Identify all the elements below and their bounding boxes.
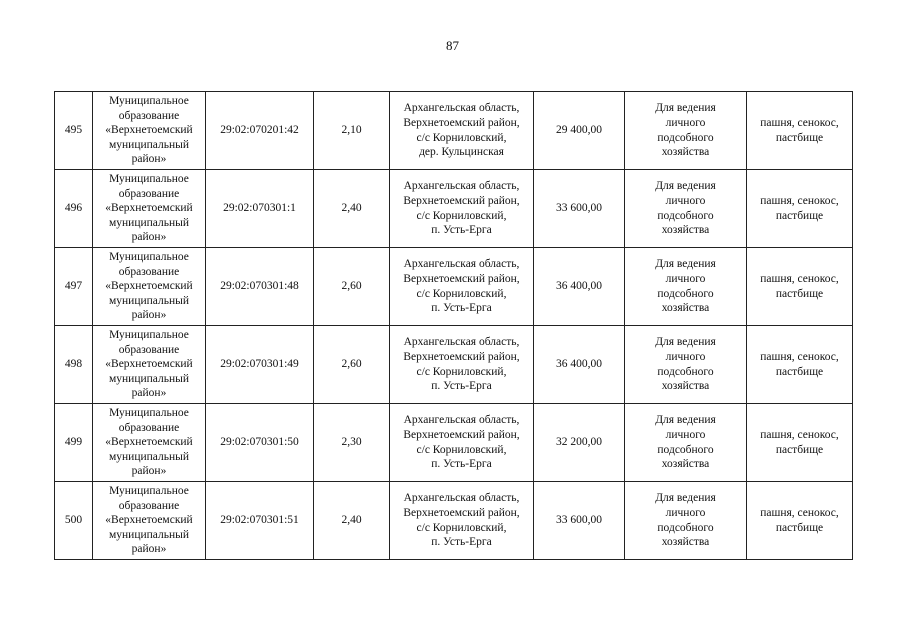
area-cell xyxy=(314,92,390,170)
price-cell xyxy=(534,326,625,404)
owner-line: «Верхнетоемский xyxy=(105,280,193,293)
table-row xyxy=(55,170,853,248)
price-value: 29 400,00 xyxy=(556,124,602,137)
address-line: с/с Корниловский, xyxy=(416,521,507,534)
price-cell xyxy=(534,248,625,326)
owner-line: Муниципальное xyxy=(109,329,189,342)
address-line: Верхнетоемский район, xyxy=(403,506,520,519)
cadastral-cell xyxy=(206,248,314,326)
price-cell xyxy=(534,482,625,560)
owner-line: «Верхнетоемский xyxy=(105,202,193,215)
owner-line: образование xyxy=(118,265,180,278)
address-cell xyxy=(390,326,534,404)
purpose-line: подсобного xyxy=(657,443,714,456)
purpose-line: хозяйства xyxy=(661,536,710,549)
owner-line: район» xyxy=(131,231,167,244)
row-number: 496 xyxy=(64,202,83,215)
address-line: Верхнетоемский район, xyxy=(403,272,520,285)
owner-line: муниципальный xyxy=(108,450,190,463)
address-line: дер. Кульцинская xyxy=(419,146,504,159)
address-line: Верхнетоемский район, xyxy=(403,428,520,441)
cadastral-number: 29:02:070201:42 xyxy=(220,124,299,137)
cadastral-cell xyxy=(206,92,314,170)
cadastral-cell xyxy=(206,170,314,248)
row-number-cell xyxy=(55,92,93,170)
purpose-line: личного xyxy=(665,506,706,519)
address-line: п. Усть-Ерга xyxy=(431,380,492,393)
row-number-cell xyxy=(55,248,93,326)
purpose-line: подсобного xyxy=(657,287,714,300)
owner-line: образование xyxy=(118,187,180,200)
owner-line: образование xyxy=(118,499,180,512)
land-type-cell xyxy=(747,170,853,248)
purpose-line: подсобного xyxy=(657,365,714,378)
owner-line: муниципальный xyxy=(108,138,190,151)
area-value: 2,40 xyxy=(341,202,362,215)
row-number: 497 xyxy=(64,280,83,293)
address-cell xyxy=(390,404,534,482)
table-row xyxy=(55,248,853,326)
land-type-line: пашня, сенокос, xyxy=(760,428,839,441)
price-value: 33 600,00 xyxy=(556,514,602,527)
owner-cell xyxy=(93,482,206,560)
table-row xyxy=(55,326,853,404)
land-type-line: пашня, сенокос, xyxy=(760,194,839,207)
land-type-line: пастбище xyxy=(775,209,824,222)
price-value: 36 400,00 xyxy=(556,358,602,371)
price-cell xyxy=(534,170,625,248)
cadastral-cell xyxy=(206,326,314,404)
table-row xyxy=(55,92,853,170)
address-line: п. Усть-Ерга xyxy=(431,224,492,237)
cadastral-number: 29:02:070301:1 xyxy=(223,202,296,215)
address-line: Архангельская область, xyxy=(403,258,520,271)
address-line: Верхнетоемский район, xyxy=(403,116,520,129)
area-cell xyxy=(314,482,390,560)
land-type-line: пашня, сенокос, xyxy=(760,506,839,519)
owner-line: район» xyxy=(131,387,167,400)
page-number: 87 xyxy=(446,38,459,53)
owner-cell xyxy=(93,326,206,404)
land-type-line: пашня, сенокос, xyxy=(760,116,839,129)
address-cell xyxy=(390,482,534,560)
area-value: 2,10 xyxy=(341,124,362,137)
area-cell xyxy=(314,404,390,482)
cadastral-number: 29:02:070301:49 xyxy=(220,358,299,371)
purpose-line: Для ведения xyxy=(655,414,716,427)
address-line: с/с Корниловский, xyxy=(416,287,507,300)
land-type-line: пастбище xyxy=(775,443,824,456)
address-line: Архангельская область, xyxy=(403,414,520,427)
area-cell xyxy=(314,170,390,248)
owner-line: Муниципальное xyxy=(109,251,189,264)
price-value: 32 200,00 xyxy=(556,436,602,449)
table-row xyxy=(55,482,853,560)
owner-line: Муниципальное xyxy=(109,95,189,108)
owner-line: район» xyxy=(131,309,167,322)
address-line: Архангельская область, xyxy=(403,492,520,505)
address-line: Архангельская область, xyxy=(403,180,520,193)
land-type-line: пастбище xyxy=(775,131,824,144)
area-value: 2,30 xyxy=(341,436,362,449)
land-type-cell xyxy=(747,404,853,482)
purpose-line: подсобного xyxy=(657,521,714,534)
land-type-cell xyxy=(747,326,853,404)
owner-line: образование xyxy=(118,109,180,122)
address-line: п. Усть-Ерга xyxy=(431,536,492,549)
purpose-line: подсобного xyxy=(657,131,714,144)
price-cell xyxy=(534,404,625,482)
land-type-cell xyxy=(747,248,853,326)
row-number-cell xyxy=(55,482,93,560)
address-line: п. Усть-Ерга xyxy=(431,458,492,471)
owner-line: муниципальный xyxy=(108,528,190,541)
purpose-cell xyxy=(625,170,747,248)
price-value: 36 400,00 xyxy=(556,280,602,293)
owner-cell xyxy=(93,248,206,326)
purpose-cell xyxy=(625,92,747,170)
purpose-line: личного xyxy=(665,194,706,207)
row-number: 499 xyxy=(64,436,83,449)
purpose-line: Для ведения xyxy=(655,492,716,505)
area-value: 2,60 xyxy=(341,358,362,371)
address-cell xyxy=(390,92,534,170)
owner-cell xyxy=(93,404,206,482)
owner-line: район» xyxy=(131,543,167,556)
owner-cell xyxy=(93,92,206,170)
row-number: 498 xyxy=(64,358,83,371)
owner-line: «Верхнетоемский xyxy=(105,124,193,137)
purpose-line: хозяйства xyxy=(661,380,710,393)
purpose-line: личного xyxy=(665,116,706,129)
purpose-line: личного xyxy=(665,272,706,285)
land-type-line: пашня, сенокос, xyxy=(760,350,839,363)
row-number-cell xyxy=(55,170,93,248)
address-cell xyxy=(390,170,534,248)
row-number-cell xyxy=(55,326,93,404)
cadastral-number: 29:02:070301:51 xyxy=(220,514,299,527)
area-value: 2,40 xyxy=(341,514,362,527)
address-line: с/с Корниловский, xyxy=(416,209,507,222)
land-type-line: пашня, сенокос, xyxy=(760,272,839,285)
owner-line: муниципальный xyxy=(108,372,190,385)
owner-line: образование xyxy=(118,421,180,434)
table-row xyxy=(55,404,853,482)
address-line: с/с Корниловский, xyxy=(416,131,507,144)
address-line: Архангельская область, xyxy=(403,102,520,115)
purpose-line: подсобного xyxy=(657,209,714,222)
price-cell xyxy=(534,92,625,170)
purpose-cell xyxy=(625,404,747,482)
purpose-line: хозяйства xyxy=(661,224,710,237)
address-line: Верхнетоемский район, xyxy=(403,194,520,207)
cadastral-number: 29:02:070301:48 xyxy=(220,280,299,293)
price-value: 33 600,00 xyxy=(556,202,602,215)
land-type-line: пастбище xyxy=(775,287,824,300)
cadastral-cell xyxy=(206,404,314,482)
owner-line: район» xyxy=(131,465,167,478)
address-line: Верхнетоемский район, xyxy=(403,350,520,363)
row-number: 495 xyxy=(64,124,83,137)
address-line: Архангельская область, xyxy=(403,336,520,349)
purpose-line: Для ведения xyxy=(655,102,716,115)
purpose-line: хозяйства xyxy=(661,302,710,315)
table-body xyxy=(55,92,853,560)
owner-line: Муниципальное xyxy=(109,485,189,498)
purpose-line: Для ведения xyxy=(655,336,716,349)
area-cell xyxy=(314,248,390,326)
purpose-cell xyxy=(625,248,747,326)
row-number-cell xyxy=(55,404,93,482)
address-cell xyxy=(390,248,534,326)
owner-cell xyxy=(93,170,206,248)
purpose-line: личного xyxy=(665,428,706,441)
owner-line: «Верхнетоемский xyxy=(105,514,193,527)
land-type-line: пастбище xyxy=(775,521,824,534)
purpose-line: хозяйства xyxy=(661,146,710,159)
owner-line: образование xyxy=(118,343,180,356)
owner-line: Муниципальное xyxy=(109,173,189,186)
owner-line: муниципальный xyxy=(108,294,190,307)
cadastral-cell xyxy=(206,482,314,560)
purpose-line: личного xyxy=(665,350,706,363)
owner-line: «Верхнетоемский xyxy=(105,436,193,449)
purpose-cell xyxy=(625,326,747,404)
purpose-line: Для ведения xyxy=(655,258,716,271)
row-number: 500 xyxy=(64,514,83,527)
owner-line: Муниципальное xyxy=(109,407,189,420)
area-cell xyxy=(314,326,390,404)
area-value: 2,60 xyxy=(341,280,362,293)
owner-line: район» xyxy=(131,153,167,166)
cadastral-number: 29:02:070301:50 xyxy=(220,436,299,449)
owner-line: муниципальный xyxy=(108,216,190,229)
purpose-line: Для ведения xyxy=(655,180,716,193)
purpose-line: хозяйства xyxy=(661,458,710,471)
address-line: с/с Корниловский, xyxy=(416,443,507,456)
land-type-line: пастбище xyxy=(775,365,824,378)
address-line: п. Усть-Ерга xyxy=(431,302,492,315)
land-registry-table xyxy=(54,91,853,560)
land-type-cell xyxy=(747,92,853,170)
address-line: с/с Корниловский, xyxy=(416,365,507,378)
land-type-cell xyxy=(747,482,853,560)
purpose-cell xyxy=(625,482,747,560)
owner-line: «Верхнетоемский xyxy=(105,358,193,371)
